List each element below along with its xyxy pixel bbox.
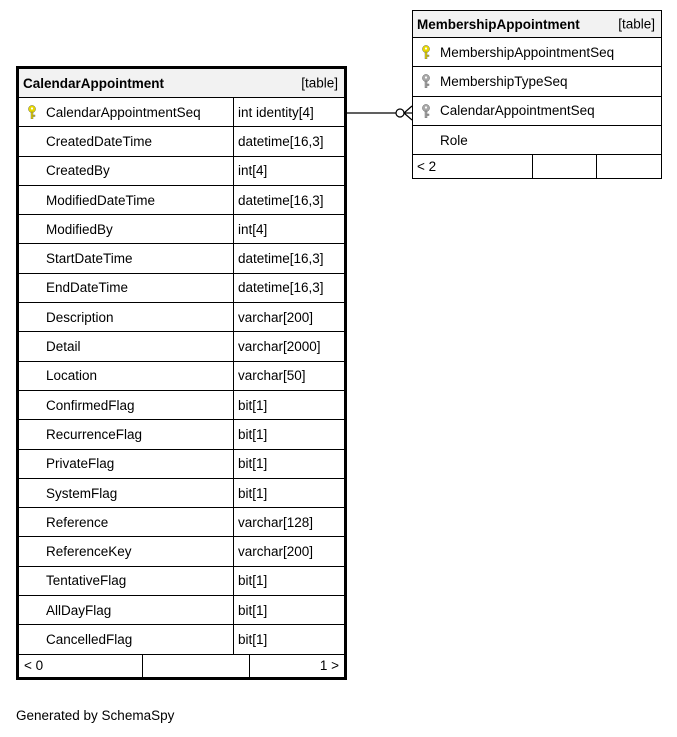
parents-count[interactable]: < 2 <box>413 155 533 179</box>
column-type[interactable]: bit[1] <box>234 596 346 625</box>
footer-cell <box>18 654 346 678</box>
foreign-key-icon <box>421 104 431 118</box>
column-name-text: MembershipAppointmentSeq <box>440 44 615 60</box>
column-row[interactable] <box>413 125 662 154</box>
table-footer <box>18 654 346 678</box>
column-name[interactable] <box>18 449 234 478</box>
column-type[interactable]: bit[1] <box>234 449 346 478</box>
column-type[interactable]: datetime[16,3] <box>234 273 346 302</box>
column-name-text: CancelledFlag <box>46 631 133 647</box>
column-name[interactable] <box>18 215 234 244</box>
column-name[interactable] <box>18 478 234 507</box>
column-row[interactable] <box>413 67 662 96</box>
column-row[interactable] <box>413 96 662 125</box>
column-row[interactable] <box>18 625 346 654</box>
column-row[interactable] <box>18 566 346 595</box>
column-name-text: Detail <box>46 339 81 355</box>
table-footer <box>413 155 662 179</box>
column-row[interactable] <box>18 449 346 478</box>
column-name[interactable] <box>18 537 234 566</box>
column-type[interactable]: bit[1] <box>234 390 346 419</box>
column-type[interactable]: bit[1] <box>234 478 346 507</box>
column-row[interactable] <box>18 537 346 566</box>
column-type[interactable]: datetime[16,3] <box>234 127 346 156</box>
column-name[interactable] <box>18 244 234 273</box>
footer-spacer <box>533 155 597 179</box>
column-name[interactable] <box>18 98 234 127</box>
column-name[interactable] <box>413 38 662 67</box>
column-name[interactable] <box>18 508 234 537</box>
parents-count[interactable]: < 0 <box>19 655 143 677</box>
column-name-text: TentativeFlag <box>46 573 127 589</box>
column-name-text: Description <box>46 309 114 325</box>
column-row[interactable] <box>18 390 346 419</box>
membership-appointment-table[interactable] <box>412 10 662 179</box>
column-row[interactable] <box>18 478 346 507</box>
column-type[interactable]: varchar[128] <box>234 508 346 537</box>
column-row[interactable] <box>18 303 346 332</box>
column-name-text: MembershipTypeSeq <box>440 73 568 89</box>
column-name-text: Location <box>46 368 98 384</box>
column-name[interactable] <box>18 273 234 302</box>
column-name[interactable] <box>18 390 234 419</box>
footer-spacer <box>143 655 250 677</box>
column-type[interactable]: varchar[200] <box>234 537 346 566</box>
column-name-text: ReferenceKey <box>46 544 132 560</box>
column-row[interactable] <box>18 98 346 127</box>
column-name[interactable] <box>18 420 234 449</box>
column-name[interactable] <box>413 96 662 125</box>
column-type[interactable]: bit[1] <box>234 566 346 595</box>
column-name-text: CreatedDateTime <box>46 133 153 149</box>
column-name-text: CalendarAppointmentSeq <box>440 103 595 119</box>
footer-spacer <box>597 155 662 179</box>
column-type[interactable]: datetime[16,3] <box>234 185 346 214</box>
column-row[interactable] <box>18 273 346 302</box>
column-type[interactable]: int identity[4] <box>234 98 346 127</box>
crowfoot-upper <box>404 106 412 113</box>
column-type[interactable]: int[4] <box>234 156 346 185</box>
column-name[interactable] <box>18 361 234 390</box>
table-type-tag: [table] <box>301 75 338 91</box>
column-row[interactable] <box>18 244 346 273</box>
column-row[interactable] <box>18 127 346 156</box>
table-header[interactable] <box>413 11 662 38</box>
column-type[interactable]: varchar[200] <box>234 303 346 332</box>
table-name[interactable]: CalendarAppointment <box>23 75 165 91</box>
column-row[interactable] <box>18 332 346 361</box>
column-name-text: SystemFlag <box>46 485 118 501</box>
column-name-text: ModifiedBy <box>46 221 113 237</box>
column-name[interactable] <box>413 67 662 96</box>
column-name-text: EndDateTime <box>46 280 129 296</box>
column-type[interactable]: varchar[50] <box>234 361 346 390</box>
foreign-key-icon <box>421 74 431 88</box>
table-header-cell <box>413 11 662 38</box>
column-name-text: ModifiedDateTime <box>46 192 156 208</box>
column-type[interactable]: bit[1] <box>234 625 346 654</box>
generated-by-footer: Generated by SchemaSpy <box>16 708 175 723</box>
column-row[interactable] <box>18 215 346 244</box>
column-name-text: CalendarAppointmentSeq <box>46 104 201 120</box>
column-row[interactable] <box>18 508 346 537</box>
column-name-text: StartDateTime <box>46 251 133 267</box>
column-name[interactable] <box>18 332 234 361</box>
column-name[interactable] <box>18 185 234 214</box>
column-row[interactable] <box>18 596 346 625</box>
column-name[interactable] <box>18 303 234 332</box>
column-row[interactable] <box>18 420 346 449</box>
column-name[interactable] <box>18 596 234 625</box>
column-row[interactable] <box>18 185 346 214</box>
column-name[interactable] <box>18 127 234 156</box>
column-name[interactable] <box>18 156 234 185</box>
table-type-tag: [table] <box>618 16 655 32</box>
children-count[interactable]: 1 > <box>319 658 339 674</box>
column-row[interactable] <box>413 38 662 67</box>
table-name[interactable]: MembershipAppointment <box>417 16 580 32</box>
column-row[interactable] <box>18 156 346 185</box>
column-name-text: Reference <box>46 514 109 530</box>
column-name[interactable] <box>413 125 662 154</box>
column-name-text: Role <box>440 132 468 148</box>
relationship-optional-marker <box>396 109 404 117</box>
column-type[interactable]: datetime[16,3] <box>234 244 346 273</box>
column-type[interactable]: int[4] <box>234 215 346 244</box>
column-row[interactable] <box>18 361 346 390</box>
column-name-text: PrivateFlag <box>46 456 115 472</box>
column-name-text: CreatedBy <box>46 163 110 179</box>
crowfoot-lower <box>404 113 412 120</box>
column-name[interactable] <box>18 625 234 654</box>
primary-key-icon <box>27 105 37 119</box>
table-header-cell <box>18 68 346 98</box>
primary-key-icon <box>421 45 431 59</box>
column-name[interactable] <box>18 566 234 595</box>
column-type[interactable]: bit[1] <box>234 420 346 449</box>
table-header[interactable] <box>18 68 346 98</box>
column-type[interactable]: varchar[2000] <box>234 332 346 361</box>
column-name-text: RecurrenceFlag <box>46 426 143 442</box>
calendar-appointment-table[interactable] <box>16 66 347 680</box>
column-name-text: ConfirmedFlag <box>46 397 135 413</box>
column-name-text: AllDayFlag <box>46 602 112 618</box>
